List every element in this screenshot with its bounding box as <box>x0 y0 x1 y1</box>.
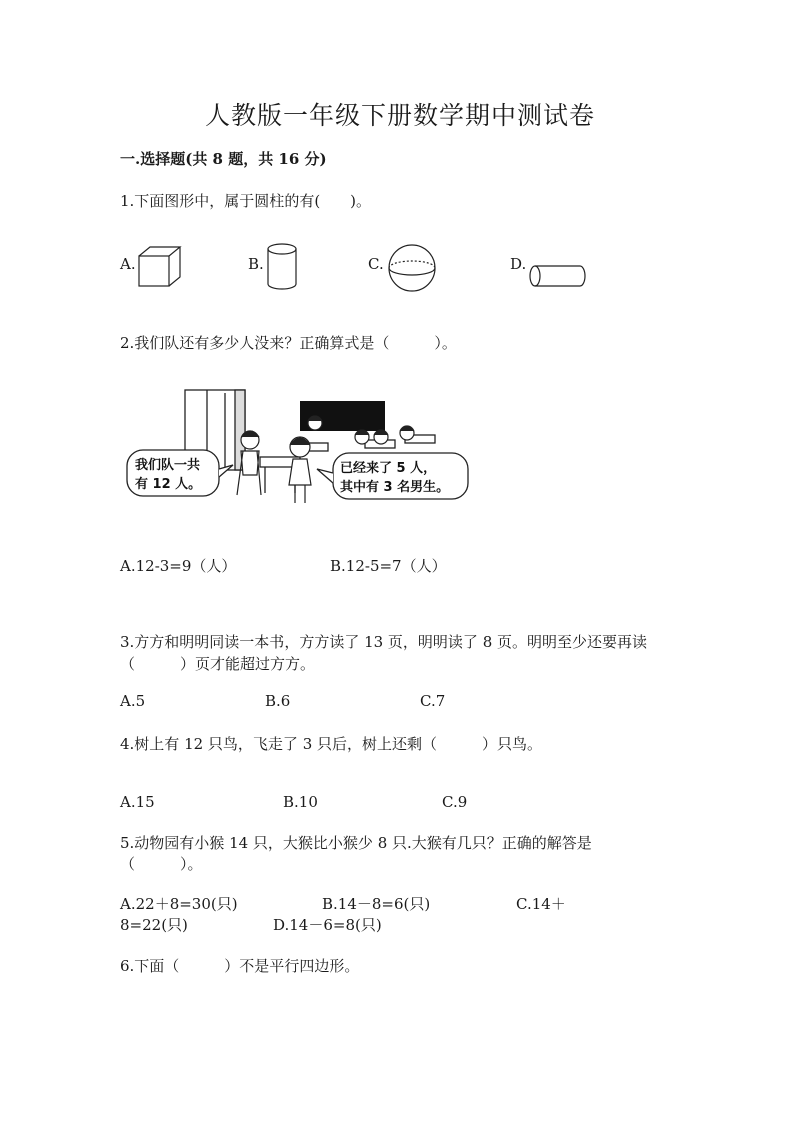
question-2-text: 2.我们队还有多少人没来？正确算式是（ ）。 <box>120 334 457 352</box>
question-3-line-1: 3.方方和明明同读一本书，方方读了 13 页，明明读了 8 页。明明至少还要再读 <box>120 633 648 651</box>
q1-option-d-label: D. <box>510 255 527 273</box>
q5-option-d: D.14－6=8(只) <box>273 916 382 934</box>
q1-option-a-label: A. <box>120 255 136 273</box>
right-bubble-line-1: 已经来了 5 人， <box>340 461 437 476</box>
left-bubble-line-1: 我们队一共 <box>135 458 201 473</box>
q1-option-b-label: B. <box>248 255 264 273</box>
sphere-icon <box>387 243 439 295</box>
q2-option-b: B.12-5=7（人） <box>330 557 447 575</box>
classroom-illustration <box>125 385 470 510</box>
q3-option-c: C.7 <box>420 692 446 710</box>
question-4-text: 4.树上有 12 只鸟，飞走了 3 只后，树上还剩（ ）只鸟。 <box>120 735 543 753</box>
q4-option-c: C.9 <box>442 793 468 811</box>
q4-option-a: A.15 <box>120 793 155 811</box>
q4-option-b: B.10 <box>283 793 318 811</box>
question-5-line-1: 5.动物园有小猴 14 只，大猴比小猴少 8 只.大猴有几只？正确的解答是 <box>120 834 592 852</box>
question-6-text: 6.下面（ ）不是平行四边形。 <box>120 957 360 975</box>
q3-option-a: A.5 <box>120 692 146 710</box>
q5-option-a: A.22＋8=30(只) <box>120 895 238 913</box>
right-bubble-line-2: 其中有 3 名男生。 <box>340 480 450 495</box>
question-3-line-2: （ ）页才能超过方方。 <box>120 655 316 673</box>
q1-option-c-label: C. <box>368 255 384 273</box>
page-title: 人教版一年级下册数学期中测试卷 <box>204 101 595 130</box>
cube-icon <box>136 244 184 290</box>
cylinder-upright-icon <box>266 242 300 292</box>
section-heading: 一.选择题(共 8 题，共 16 分) <box>120 150 327 168</box>
q5-option-c-part-1: C.14＋ <box>516 895 566 913</box>
q5-option-b: B.14－8=6(只) <box>322 895 431 913</box>
question-5-line-2: （ ）。 <box>120 855 203 873</box>
left-bubble-line-2: 有 12 人。 <box>135 477 202 492</box>
question-1-text: 1.下面图形中，属于圆柱的有( )。 <box>120 192 372 210</box>
q5-option-c-part-2: 8=22(只) <box>120 916 188 934</box>
cylinder-lying-icon <box>528 264 588 290</box>
q3-option-b: B.6 <box>265 692 291 710</box>
q2-option-a: A.12-3=9（人） <box>120 557 237 575</box>
